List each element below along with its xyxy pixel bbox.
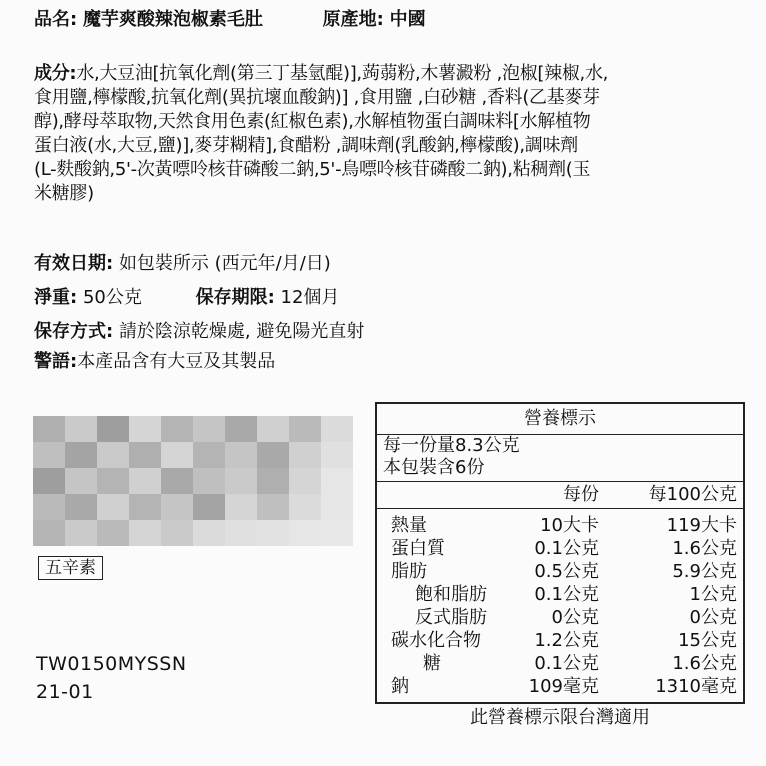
blur-cell xyxy=(161,494,193,520)
per-serving-value: 0公克 xyxy=(551,607,599,628)
storage-line xyxy=(34,320,364,344)
per-100g-value: 0公克 xyxy=(689,607,737,628)
blur-cell xyxy=(321,494,353,520)
nutrition-row xyxy=(377,675,743,698)
blur-cell xyxy=(129,468,161,494)
warning-value: 本產品含有大豆及其製品 xyxy=(77,351,276,372)
nutrition-row xyxy=(377,606,743,629)
nutrition-footer: 此營養標示限台灣適用 xyxy=(470,707,650,728)
per-serving-value: 1.2公克 xyxy=(534,630,599,651)
blur-cell xyxy=(257,442,289,468)
nutrition-row xyxy=(377,537,743,560)
blur-cell xyxy=(289,520,321,546)
blur-cell xyxy=(161,442,193,468)
blur-cell xyxy=(161,468,193,494)
blur-cell xyxy=(65,442,97,468)
blur-cell xyxy=(257,468,289,494)
blur-cell xyxy=(33,520,65,546)
nutrient-name: 蛋白質 xyxy=(391,538,445,559)
blur-cell xyxy=(65,494,97,520)
blur-cell xyxy=(33,468,65,494)
blur-cell xyxy=(225,442,257,468)
product-name-label: 品名: xyxy=(34,9,78,30)
blur-cell xyxy=(321,520,353,546)
product-name: 魔芋爽酸辣泡椒素毛肚 xyxy=(82,9,263,30)
per-serving-value: 0.1公克 xyxy=(534,584,599,605)
blur-cell xyxy=(321,442,353,468)
nutrition-row xyxy=(377,583,743,606)
ingredients-line: 米糖膠) xyxy=(34,183,94,204)
origin-label: 原產地: xyxy=(322,9,384,30)
blur-cell xyxy=(257,520,289,546)
blur-cell xyxy=(97,520,129,546)
blur-cell xyxy=(289,468,321,494)
blur-cell xyxy=(129,494,161,520)
shelf-life-value: 12個月 xyxy=(280,287,340,308)
blur-cell xyxy=(225,494,257,520)
ingredients-label: 成分: xyxy=(34,63,77,84)
blurred-barcode-area xyxy=(33,416,353,546)
storage-label: 保存方式: xyxy=(34,321,114,342)
nutrient-name: 鈉 xyxy=(391,676,409,697)
blur-cell xyxy=(65,416,97,442)
blur-cell xyxy=(193,494,225,520)
product-code: TW0150MYSSN xyxy=(36,653,187,675)
blur-cell xyxy=(97,442,129,468)
per-serving-value: 109毫克 xyxy=(528,676,599,697)
per-100g-value: 119大卡 xyxy=(666,515,737,536)
blur-cell xyxy=(65,468,97,494)
storage-value: 請於陰涼乾燥處, 避免陽光直射 xyxy=(118,321,365,342)
serving-size: 每一份量8.3公克 xyxy=(383,435,520,456)
per-100g-value: 1公克 xyxy=(689,584,737,605)
product-line xyxy=(34,8,426,32)
blur-cell xyxy=(225,416,257,442)
blur-cell xyxy=(289,416,321,442)
ingredients-block xyxy=(34,62,740,206)
ingredients-line: 食用鹽,檸檬酸,抗氧化劑(異抗壞血酸鈉)] ,食用鹽 ,白砂糖 ,香料(乙基麥芽 xyxy=(34,87,600,108)
weight-line xyxy=(34,286,339,310)
nutrition-row xyxy=(377,652,743,675)
blur-cell xyxy=(321,416,353,442)
blur-cell xyxy=(129,520,161,546)
per-100g-value: 1.6公克 xyxy=(672,653,737,674)
nutrient-name: 反式脂肪 xyxy=(415,607,487,628)
nutrition-row xyxy=(377,560,743,583)
blur-cell xyxy=(225,468,257,494)
net-weight-value: 50公克 xyxy=(82,287,142,308)
shelf-life-label: 保存期限: xyxy=(195,287,275,308)
blur-cell xyxy=(161,416,193,442)
blur-cell xyxy=(33,416,65,442)
per-100g-value: 1.6公克 xyxy=(672,538,737,559)
nutrient-name: 飽和脂肪 xyxy=(415,584,487,605)
per-serving-value: 0.1公克 xyxy=(534,538,599,559)
per-100g-value: 15公克 xyxy=(678,630,737,651)
blur-cell xyxy=(129,442,161,468)
per-serving-value: 0.5公克 xyxy=(534,561,599,582)
nutrient-name: 脂肪 xyxy=(391,561,427,582)
blur-cell xyxy=(161,520,193,546)
nutrition-header xyxy=(377,482,743,509)
blur-cell xyxy=(289,442,321,468)
nutrient-name: 熱量 xyxy=(391,515,427,536)
blur-cell xyxy=(257,416,289,442)
blur-cell xyxy=(257,494,289,520)
servings-per-pack: 本包裝含6份 xyxy=(383,457,485,478)
blur-cell xyxy=(97,494,129,520)
per-serving-value: 0.1公克 xyxy=(534,653,599,674)
blur-cell xyxy=(321,468,353,494)
batch-code: 21-01 xyxy=(36,681,94,703)
ingredients-line: (L-麩酸鈉,5'-次黃嘌呤核苷磷酸二鈉,5'-鳥嘌呤核苷磷酸二鈉),粘稠劑(玉 xyxy=(34,159,591,180)
per-100g-value: 5.9公克 xyxy=(672,561,737,582)
expiry-label: 有效日期: xyxy=(34,253,114,274)
warning-line xyxy=(34,350,275,374)
ingredients-line: 蛋白液(水,大豆,鹽)],麥芽糊精],食醋粉 ,調味劑(乳酸鈉,檸檬酸),調味劑 xyxy=(34,135,578,156)
blur-cell xyxy=(225,520,257,546)
nutrition-title: 營養標示 xyxy=(377,404,743,435)
col-per-100g: 每100公克 xyxy=(648,484,737,505)
blur-cell xyxy=(193,468,225,494)
expiry-value: 如包裝所示 (西元年/月/日) xyxy=(118,253,331,274)
warning-label: 警語: xyxy=(34,351,78,372)
nutrition-row xyxy=(377,514,743,537)
ingredients-line: 醇),酵母萃取物,天然食用色素(紅椒色素),水解植物蛋白調味料[水解植物 xyxy=(34,111,591,132)
blur-cell xyxy=(193,416,225,442)
blur-cell xyxy=(97,416,129,442)
vegetarian-badge: 五辛素 xyxy=(38,556,103,580)
expiry-line xyxy=(34,252,331,276)
nutrition-rows xyxy=(377,509,743,698)
blur-cell xyxy=(33,442,65,468)
blur-cell xyxy=(65,520,97,546)
nutrition-table xyxy=(375,402,745,704)
net-weight-label: 淨重: xyxy=(34,287,78,308)
nutrient-name: 碳水化合物 xyxy=(391,630,481,651)
per-serving-value: 10大卡 xyxy=(540,515,599,536)
blur-cell xyxy=(97,468,129,494)
blur-cell xyxy=(129,416,161,442)
origin-value: 中國 xyxy=(389,9,426,30)
ingredients-line: 成分:水,大豆油[抗氧化劑(第三丁基氫醌)],蒟蒻粉,木薯澱粉 ,泡椒[辣椒,水, xyxy=(34,63,609,84)
serving-info xyxy=(377,435,743,482)
per-100g-value: 1310毫克 xyxy=(655,676,737,697)
blur-cell xyxy=(289,494,321,520)
col-per-serving: 每份 xyxy=(563,484,599,505)
blur-cell xyxy=(193,442,225,468)
blur-cell xyxy=(193,520,225,546)
blur-cell xyxy=(33,494,65,520)
nutrition-row xyxy=(377,629,743,652)
nutrient-name: 糖 xyxy=(423,653,441,674)
